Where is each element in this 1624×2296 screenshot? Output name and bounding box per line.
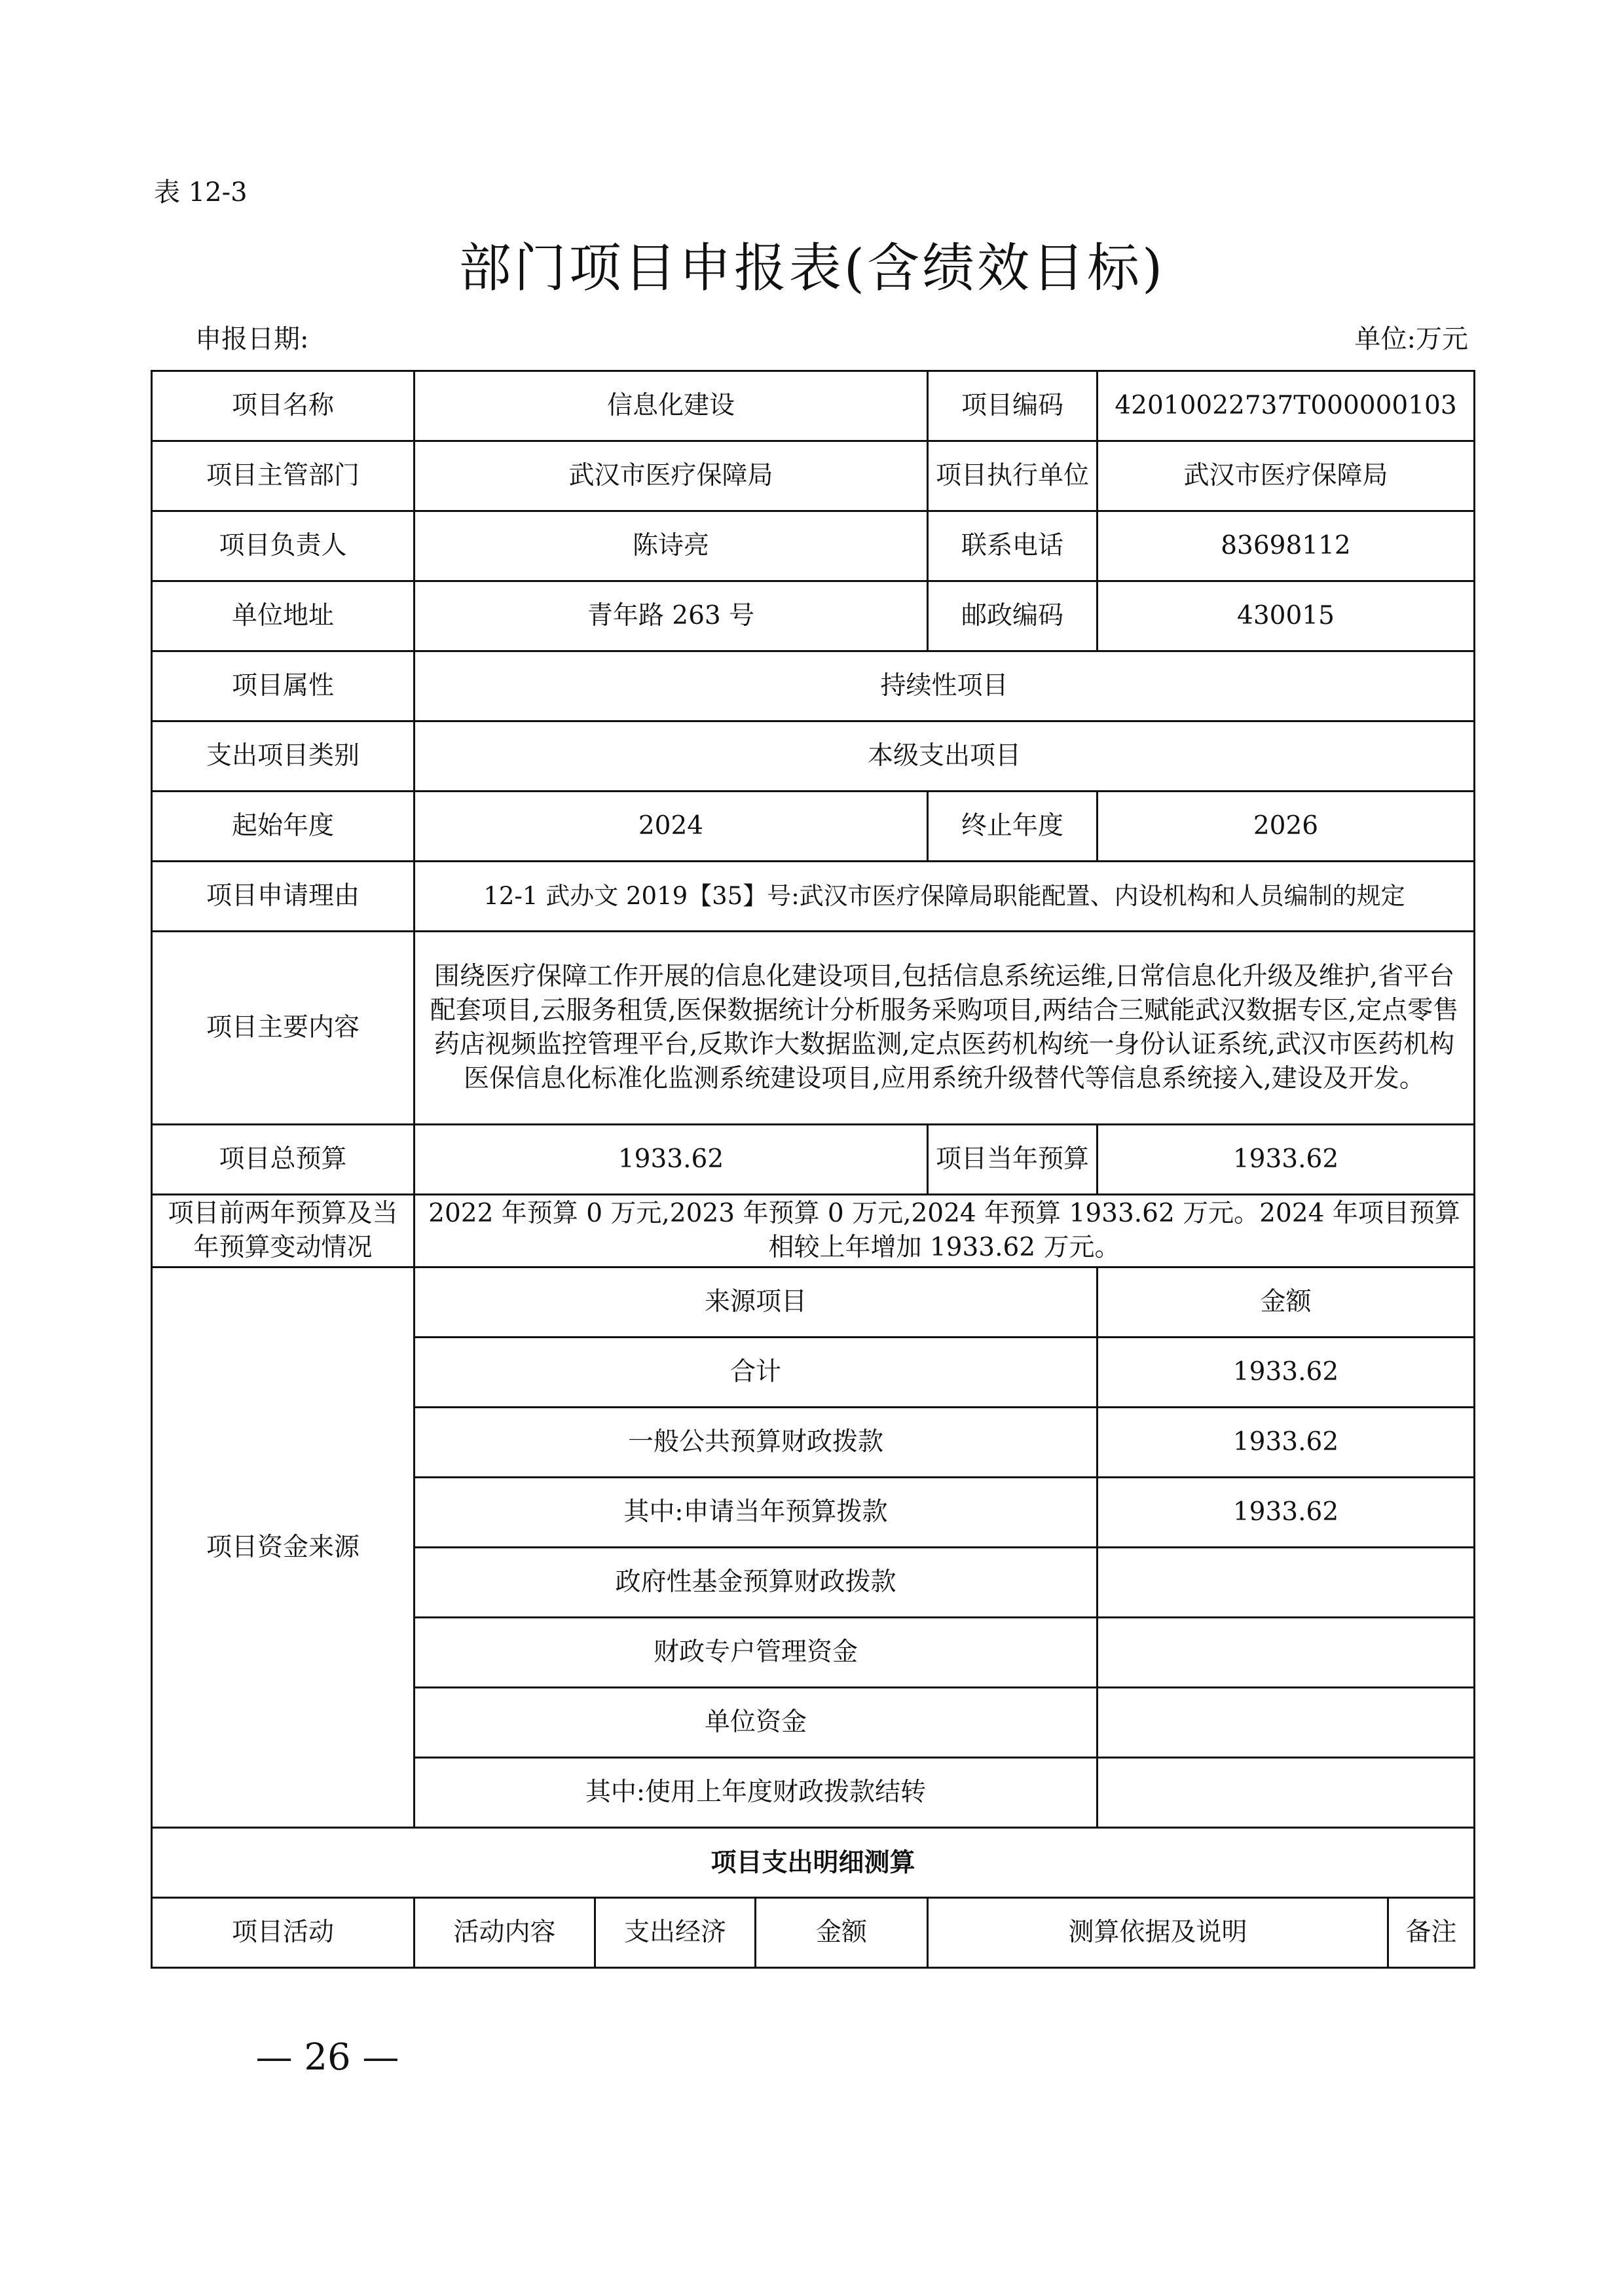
- detail-col-content: 活动内容: [415, 1898, 595, 1968]
- address-label: 单位地址: [152, 581, 415, 651]
- reason-label: 项目申请理由: [152, 862, 415, 932]
- row-content: [152, 932, 1475, 1125]
- row-attribute: [152, 651, 1475, 721]
- project-code-value: 42010022737T000000103: [1098, 371, 1475, 441]
- detail-col-basis: 测算依据及说明: [928, 1898, 1388, 1968]
- phone-label: 联系电话: [928, 511, 1098, 581]
- department-value: 武汉市医疗保障局: [415, 441, 928, 511]
- postcode-value: 430015: [1098, 581, 1475, 651]
- attribute-label: 项目属性: [152, 651, 415, 721]
- exec-unit-label: 项目执行单位: [928, 441, 1098, 511]
- funding-source: 其中:使用上年度财政拨款结转: [415, 1758, 1098, 1828]
- row-years: [152, 792, 1475, 862]
- funding-header-row: [152, 1267, 1475, 1338]
- declaration-date-label: 申报日期:: [195, 324, 309, 354]
- project-name-label: 项目名称: [152, 371, 415, 441]
- detail-title-row: [152, 1828, 1475, 1898]
- postcode-label: 邮政编码: [928, 581, 1098, 651]
- funding-source: 合计: [415, 1338, 1098, 1408]
- row-department: [152, 441, 1475, 511]
- history-value: 2022 年预算 0 万元,2023 年预算 0 万元,2024 年预算 1933.62 万元。2024 年项目预算相较上年增加 1933.62 万元。: [415, 1195, 1475, 1267]
- detail-col-activity: 项目活动: [152, 1898, 415, 1968]
- funding-source: 财政专户管理资金: [415, 1618, 1098, 1688]
- detail-header-row: [152, 1898, 1475, 1968]
- reason-value: 12-1 武办文 2019【35】号:武汉市医疗保障局职能配置、内设机构和人员编制的规定: [415, 862, 1475, 932]
- detail-col-economic: 支出经济: [595, 1898, 756, 1968]
- document-title: 部门项目申报表(含绩效目标): [458, 238, 1166, 299]
- content-label: 项目主要内容: [152, 932, 415, 1125]
- category-value: 本级支出项目: [415, 721, 1475, 792]
- funding-amount: [1098, 1758, 1475, 1828]
- attribute-value: 持续性项目: [415, 651, 1475, 721]
- project-declaration-table: [151, 370, 1475, 1969]
- detail-col-remarks: 备注: [1388, 1898, 1475, 1968]
- funding-amount: 1933.62: [1098, 1338, 1475, 1408]
- end-year-label: 终止年度: [928, 792, 1098, 862]
- current-budget-label: 项目当年预算: [928, 1125, 1098, 1195]
- owner-label: 项目负责人: [152, 511, 415, 581]
- phone-value: 83698112: [1098, 511, 1475, 581]
- funding-amount: 1933.62: [1098, 1478, 1475, 1548]
- owner-value: 陈诗亮: [415, 511, 928, 581]
- row-owner: [152, 511, 1475, 581]
- funding-source-header: 来源项目: [415, 1267, 1098, 1338]
- row-category: [152, 721, 1475, 792]
- funding-label: 项目资金来源: [152, 1267, 415, 1828]
- funding-amount: [1098, 1618, 1475, 1688]
- row-address: [152, 581, 1475, 651]
- currency-unit-label: 单位:万元: [1354, 324, 1468, 354]
- start-year-value: 2024: [415, 792, 928, 862]
- end-year-value: 2026: [1098, 792, 1475, 862]
- funding-amount: [1098, 1688, 1475, 1758]
- total-budget-value: 1933.62: [415, 1125, 928, 1195]
- category-label: 支出项目类别: [152, 721, 415, 792]
- row-reason: [152, 862, 1475, 932]
- total-budget-label: 项目总预算: [152, 1125, 415, 1195]
- content-value: 围绕医疗保障工作开展的信息化建设项目,包括信息系统运维,日常信息化升级及维护,省平台配套项目,云服务租赁,医保数据统计分析服务采购项目,两结合三赋能武汉数据专区,定点零售药店视频监控管理平台,反欺诈大数据监测,定点医药机构统一身份认证系统,武汉市医药机构医保信息化标准化监测系统建设项目,应用系统升级替代等信息系统接入,建设及开发。: [415, 932, 1475, 1125]
- funding-source: 政府性基金预算财政拨款: [415, 1548, 1098, 1618]
- row-budget: [152, 1125, 1475, 1195]
- funding-source: 单位资金: [415, 1688, 1098, 1758]
- table-number: 表 12-3: [154, 177, 248, 208]
- detail-section-title: 项目支出明细测算: [152, 1828, 1475, 1898]
- page-number: — 26 —: [255, 2036, 399, 2079]
- funding-amount: [1098, 1548, 1475, 1618]
- row-project-name: [152, 371, 1475, 441]
- history-label: 项目前两年预算及当年预算变动情况: [152, 1195, 415, 1267]
- row-history: [152, 1195, 1475, 1267]
- project-name-value: 信息化建设: [415, 371, 928, 441]
- funding-source: 一般公共预算财政拨款: [415, 1408, 1098, 1478]
- funding-amount-header: 金额: [1098, 1267, 1475, 1338]
- project-code-label: 项目编码: [928, 371, 1098, 441]
- funding-amount: 1933.62: [1098, 1408, 1475, 1478]
- funding-source: 其中:申请当年预算拨款: [415, 1478, 1098, 1548]
- address-value: 青年路 263 号: [415, 581, 928, 651]
- detail-col-amount: 金额: [756, 1898, 928, 1968]
- start-year-label: 起始年度: [152, 792, 415, 862]
- exec-unit-value: 武汉市医疗保障局: [1098, 441, 1475, 511]
- current-budget-value: 1933.62: [1098, 1125, 1475, 1195]
- department-label: 项目主管部门: [152, 441, 415, 511]
